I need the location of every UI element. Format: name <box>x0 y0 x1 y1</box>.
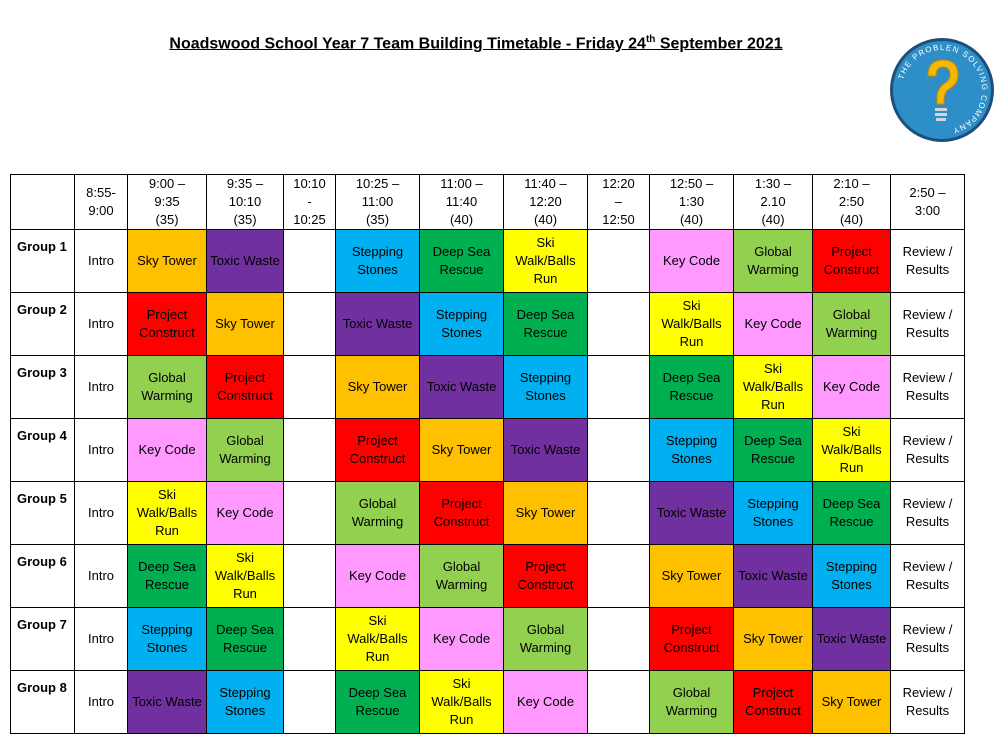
activity-cell-ski: Ski Walk/Balls Run <box>128 482 207 545</box>
title-superscript: th <box>645 34 656 45</box>
activity-cell-stepping: Stepping Stones <box>734 482 813 545</box>
group-row <box>11 293 965 356</box>
break-cell <box>588 293 650 356</box>
activity-cell-ski: Ski Walk/Balls Run <box>504 230 588 293</box>
activity-cell-key: Key Code <box>650 230 734 293</box>
problem-solving-company-logo <box>886 36 998 144</box>
activity-cell-stepping: Stepping Stones <box>504 356 588 419</box>
activity-cell-global: Global Warming <box>336 482 420 545</box>
activity-cell-deep: Deep Sea Rescue <box>504 293 588 356</box>
activity-cell-deep: Deep Sea Rescue <box>336 671 420 734</box>
activity-cell-ski: Ski Walk/Balls Run <box>207 545 284 608</box>
activity-cell-key: Key Code <box>207 482 284 545</box>
activity-cell-key: Key Code <box>504 671 588 734</box>
activity-cell-sky: Sky Tower <box>734 608 813 671</box>
activity-cell-deep: Deep Sea Rescue <box>420 230 504 293</box>
intro-cell: Intro <box>75 356 128 419</box>
activity-cell-deep: Deep Sea Rescue <box>734 419 813 482</box>
activity-cell-global: Global Warming <box>650 671 734 734</box>
group-name: Group 5 <box>11 482 75 545</box>
activity-cell-stepping: Stepping Stones <box>650 419 734 482</box>
break-cell <box>284 671 336 734</box>
time-slot-header: 9:00 – 9:35 (35) <box>128 175 207 230</box>
activity-cell-stepping: Stepping Stones <box>207 671 284 734</box>
activity-cell-ski: Ski Walk/Balls Run <box>734 356 813 419</box>
activity-cell-sky: Sky Tower <box>128 230 207 293</box>
break-cell <box>284 293 336 356</box>
activity-cell-stepping: Stepping Stones <box>128 608 207 671</box>
time-slot-header: 11:40 – 12:20 (40) <box>504 175 588 230</box>
intro-cell: Intro <box>75 671 128 734</box>
review-cell: Review / Results <box>891 293 965 356</box>
group-name: Group 2 <box>11 293 75 356</box>
activity-cell-key: Key Code <box>128 419 207 482</box>
time-slot-header: 10:25 – 11:00 (35) <box>336 175 420 230</box>
activity-cell-project: Project Construct <box>336 419 420 482</box>
activity-cell-toxic: Toxic Waste <box>504 419 588 482</box>
group-name: Group 1 <box>11 230 75 293</box>
group-row <box>11 356 965 419</box>
activity-cell-toxic: Toxic Waste <box>734 545 813 608</box>
activity-cell-project: Project Construct <box>734 671 813 734</box>
group-row <box>11 482 965 545</box>
activity-cell-sky: Sky Tower <box>650 545 734 608</box>
activity-cell-project: Project Construct <box>420 482 504 545</box>
group-row <box>11 545 965 608</box>
intro-cell: Intro <box>75 230 128 293</box>
break-cell <box>284 419 336 482</box>
activity-cell-key: Key Code <box>813 356 891 419</box>
review-cell: Review / Results <box>891 671 965 734</box>
activity-cell-sky: Sky Tower <box>813 671 891 734</box>
title-suffix: September 2021 <box>655 35 783 53</box>
activity-cell-toxic: Toxic Waste <box>336 293 420 356</box>
activity-cell-stepping: Stepping Stones <box>420 293 504 356</box>
time-slot-header: 2:50 – 3:00 <box>891 175 965 230</box>
break-cell <box>588 608 650 671</box>
activity-cell-key: Key Code <box>336 545 420 608</box>
break-cell <box>588 356 650 419</box>
time-slot-header: 10:10 - 10:25 <box>284 175 336 230</box>
time-slot-header: 11:00 – 11:40 (40) <box>420 175 504 230</box>
intro-cell: Intro <box>75 608 128 671</box>
activity-cell-global: Global Warming <box>420 545 504 608</box>
activity-cell-deep: Deep Sea Rescue <box>207 608 284 671</box>
break-cell <box>588 671 650 734</box>
group-name: Group 4 <box>11 419 75 482</box>
group-row <box>11 671 965 734</box>
review-cell: Review / Results <box>891 356 965 419</box>
activity-cell-toxic: Toxic Waste <box>813 608 891 671</box>
activity-cell-deep: Deep Sea Rescue <box>813 482 891 545</box>
time-slot-header: 9:35 – 10:10 (35) <box>207 175 284 230</box>
break-cell <box>588 419 650 482</box>
activity-cell-global: Global Warming <box>813 293 891 356</box>
group-name: Group 3 <box>11 356 75 419</box>
timetable <box>10 174 965 734</box>
activity-cell-project: Project Construct <box>504 545 588 608</box>
review-cell: Review / Results <box>891 482 965 545</box>
group-row <box>11 608 965 671</box>
activity-cell-ski: Ski Walk/Balls Run <box>650 293 734 356</box>
activity-cell-global: Global Warming <box>128 356 207 419</box>
activity-cell-global: Global Warming <box>504 608 588 671</box>
activity-cell-sky: Sky Tower <box>336 356 420 419</box>
header-row <box>11 175 965 230</box>
group-name: Group 7 <box>11 608 75 671</box>
activity-cell-ski: Ski Walk/Balls Run <box>813 419 891 482</box>
activity-cell-sky: Sky Tower <box>504 482 588 545</box>
activity-cell-toxic: Toxic Waste <box>207 230 284 293</box>
activity-cell-global: Global Warming <box>207 419 284 482</box>
group-name: Group 8 <box>11 671 75 734</box>
activity-cell-toxic: Toxic Waste <box>128 671 207 734</box>
activity-cell-deep: Deep Sea Rescue <box>128 545 207 608</box>
activity-cell-sky: Sky Tower <box>420 419 504 482</box>
time-slot-header: 1:30 – 2.10 (40) <box>734 175 813 230</box>
time-slot-header: 12:20 – 12:50 <box>588 175 650 230</box>
time-slot-header: 8:55- 9:00 <box>75 175 128 230</box>
review-cell: Review / Results <box>891 230 965 293</box>
review-cell: Review / Results <box>891 545 965 608</box>
intro-cell: Intro <box>75 545 128 608</box>
break-cell <box>588 230 650 293</box>
activity-cell-ski: Ski Walk/Balls Run <box>420 671 504 734</box>
activity-cell-key: Key Code <box>420 608 504 671</box>
break-cell <box>284 482 336 545</box>
group-name: Group 6 <box>11 545 75 608</box>
break-cell <box>284 230 336 293</box>
group-row <box>11 419 965 482</box>
activity-cell-stepping: Stepping Stones <box>336 230 420 293</box>
activity-cell-project: Project Construct <box>813 230 891 293</box>
question-lightbulb-icon <box>886 36 998 144</box>
intro-cell: Intro <box>75 419 128 482</box>
review-cell: Review / Results <box>891 608 965 671</box>
break-cell <box>284 356 336 419</box>
title-prefix: Noadswood School Year 7 Team Building Timetable - Friday 24 <box>169 35 646 53</box>
break-cell <box>284 545 336 608</box>
review-cell: Review / Results <box>891 419 965 482</box>
intro-cell: Intro <box>75 482 128 545</box>
time-slot-header: 2:10 – 2:50 (40) <box>813 175 891 230</box>
activity-cell-toxic: Toxic Waste <box>420 356 504 419</box>
svg-text:THE PROBLEN SOLVING COMPANY: THE PROBLEN SOLVING COMPANY <box>896 42 990 136</box>
activity-cell-deep: Deep Sea Rescue <box>650 356 734 419</box>
activity-cell-stepping: Stepping Stones <box>813 545 891 608</box>
activity-cell-sky: Sky Tower <box>207 293 284 356</box>
activity-cell-ski: Ski Walk/Balls Run <box>336 608 420 671</box>
group-row <box>11 230 965 293</box>
intro-cell: Intro <box>75 293 128 356</box>
time-slot-header: 12:50 – 1:30 (40) <box>650 175 734 230</box>
break-cell <box>284 608 336 671</box>
activity-cell-project: Project Construct <box>650 608 734 671</box>
activity-cell-project: Project Construct <box>128 293 207 356</box>
header-corner <box>11 175 75 230</box>
break-cell <box>588 545 650 608</box>
activity-cell-project: Project Construct <box>207 356 284 419</box>
activity-cell-key: Key Code <box>734 293 813 356</box>
activity-cell-global: Global Warming <box>734 230 813 293</box>
break-cell <box>588 482 650 545</box>
page-title <box>0 34 952 53</box>
activity-cell-toxic: Toxic Waste <box>650 482 734 545</box>
